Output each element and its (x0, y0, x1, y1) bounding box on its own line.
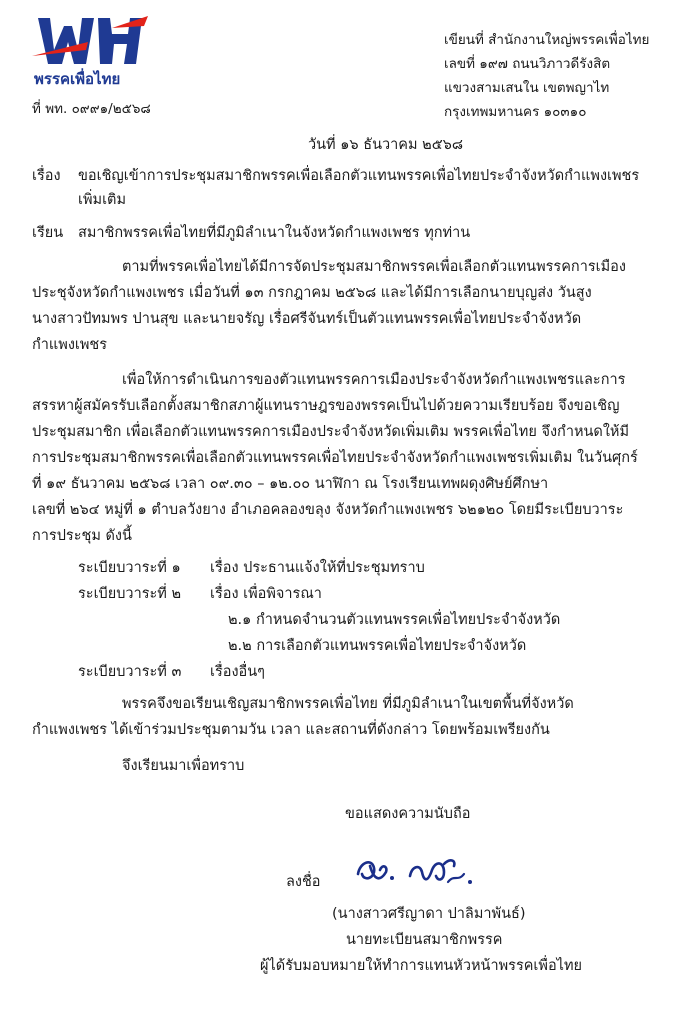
reference-number: ที่ พท. ๐๙๙๑/๒๕๖๘ (32, 101, 151, 117)
address-line-2: เลขที่ ๑๙๗ ถนนวิภาวดีรังสิต (444, 56, 611, 72)
subject-line-1: ขอเชิญเข้าการประชุมสมาชิกพรรคเพื่อเลือกตัวแทนพรรคเพื่อไทยประจำจังหวัดกำแพงเพชร (78, 168, 640, 184)
paragraph3-line-2: กำแพงเพชร ได้เข้าร่วมประชุมตามวัน เวลา และสถานที่ดังกล่าว โดยพร้อมเพรียงกัน (32, 722, 550, 738)
signature-label: ลงชื่อ (286, 874, 321, 890)
paragraph2-line-1: เพื่อให้การดำเนินการของตัวแทนพรรคการเมืองประจำจังหวัดกำแพงเพชรและการ (122, 372, 626, 388)
agenda-item-2-label: ระเบียบวาระที่ ๒ (78, 586, 182, 602)
agenda-item-1-label: ระเบียบวาระที่ ๑ (78, 560, 181, 576)
paragraph1-line-1: ตามที่พรรคเพื่อไทยได้มีการจัดประชุมสมาชิกพรรคเพื่อเลือกตัวแทนพรรคการเมือง (122, 259, 626, 275)
closing-phrase: ขอแสดงความนับถือ (345, 806, 471, 822)
subject-label: เรื่อง (32, 168, 61, 184)
paragraph2-line-2: สรรหาผู้สมัครรับเลือกตั้งสมาชิกสภาผู้แทนราษฎรของพรรคเป็นไปด้วยความเรียบร้อย จึงขอเชิญ (32, 398, 620, 414)
paragraph2-line-7: การประชุม ดังนี้ (32, 528, 132, 544)
party-logo (28, 12, 156, 88)
letter-date: วันที่ ๑๖ ธันวาคม ๒๕๖๘ (308, 137, 464, 153)
paragraph2-line-5: ที่ ๑๙ ธันวาคม ๒๕๖๘ เวลา ๐๙.๓๐ – ๑๒.๐๐ นาฬิกา ณ โรงเรียนเทพผดุงศิษย์ศึกษา (32, 476, 549, 492)
address-line-1: เขียนที่ สำนักงานใหญ่พรรคเพื่อไทย (444, 32, 650, 48)
agenda-item-1-text: เรื่อง ประธานแจ้งให้ที่ประชุมทราบ (210, 560, 425, 576)
agenda-item-2-text: เรื่อง เพื่อพิจารณา (210, 586, 322, 602)
paragraph3-line-1: พรรคจึงขอเรียนเชิญสมาชิกพรรคเพื่อไทย ที่มีภูมิลำเนาในเขตพื้นที่จังหวัด (122, 696, 574, 712)
closing-request: จึงเรียนมาเพื่อทราบ (122, 758, 245, 774)
party-logo-mark (28, 12, 156, 88)
signatory-title-2: ผู้ได้รับมอบหมายให้ทำการแทนหัวหน้าพรรคเพื่อไทย (260, 958, 583, 974)
address-line-3: แขวงสามเสนใน เขตพญาไท (444, 80, 610, 96)
handwritten-signature (352, 852, 482, 890)
agenda-item-2-sub-1: ๒.๑ กำหนดจำนวนตัวแทนพรรคเพื่อไทยประจำจังหวัด (228, 612, 561, 628)
paragraph2-line-4: การประชุมสมาชิกพรรคเพื่อเลือกตัวแทนพรรคเพื่อไทยประจำจังหวัดกำแพงเพชรเพิ่มเติม ในวันศุกร์ (32, 450, 638, 466)
subject-line-2: เพิ่มเติม (78, 192, 127, 208)
paragraph1-line-2: ประชุจังหวัดกำแพงเพชร เมื่อวันที่ ๑๓ กรกฎาคม ๒๕๖๘ และได้มีการเลือกนายบุญส่ง วันสูง (32, 285, 592, 301)
salutation-label: เรียน (32, 225, 64, 241)
paragraph2-line-3: ประชุมสมาชิก เพื่อเลือกตัวแทนพรรคการเมืองประจำจังหวัดเพิ่มเติม พรรคเพื่อไทย จึงกำหนดให้มี (32, 424, 630, 440)
signatory-name: (นางสาวศรีญาดา ปาลิมาพันธ์) (332, 906, 526, 922)
paragraph1-line-4: กำแพงเพชร (32, 337, 108, 353)
salutation-text: สมาชิกพรรคเพื่อไทยที่มีภูมิลำเนาในจังหวัดกำแพงเพชร ทุกท่าน (78, 225, 471, 241)
paragraph2-line-6: เลขที่ ๒๖๔ หมู่ที่ ๑ ตำบลวังยาง อำเภอคลองขลุง จังหวัดกำแพงเพชร ๖๒๑๒๐ โดยมีระเบียบวาระ (32, 502, 624, 518)
address-line-4: กรุงเทพมหานคร ๑๐๓๑๐ (444, 104, 587, 120)
agenda-item-2-sub-2: ๒.๒ การเลือกตัวแทนพรรคเพื่อไทยประจำจังหวัด (228, 638, 527, 654)
party-name: พรรคเพื่อไทย (34, 70, 121, 88)
signatory-title-1: นายทะเบียนสมาชิกพรรค (346, 932, 503, 948)
agenda-item-3-label: ระเบียบวาระที่ ๓ (78, 664, 182, 680)
agenda-item-3-text: เรื่องอื่นๆ (210, 664, 265, 680)
paragraph1-line-3: นางสาวปัทมพร ปานสุข และนายจรัญ เรื่อศรีจันทร์เป็นตัวแทนพรรคเพื่อไทยประจำจังหวัด (32, 311, 582, 327)
